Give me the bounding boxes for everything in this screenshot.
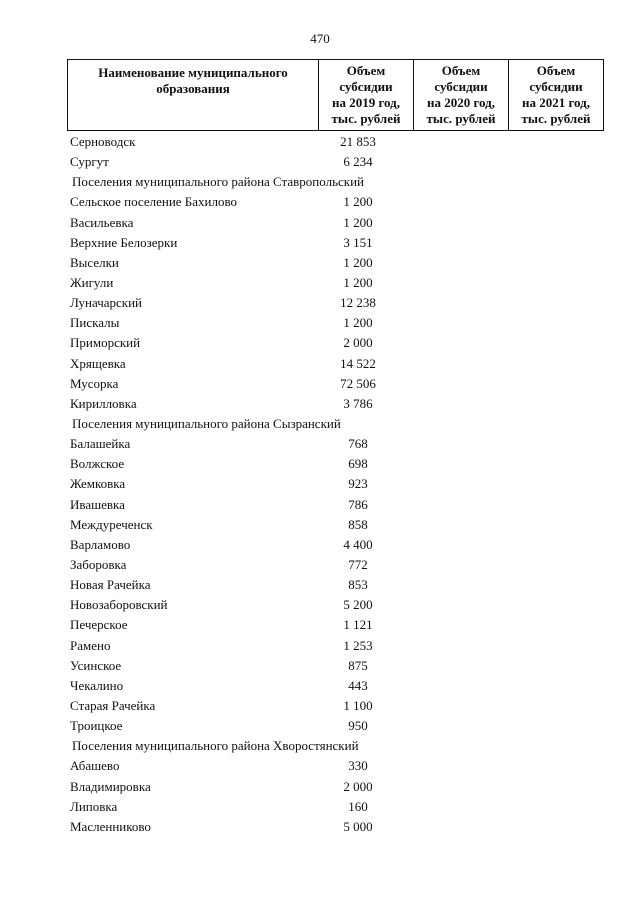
table-row (0, 555, 640, 575)
subsidy-2019-value: 1 200 (343, 274, 373, 290)
municipality-name: Липовка (70, 798, 118, 814)
table-row (0, 615, 640, 635)
table-row (0, 535, 640, 555)
municipality-name: Владимировка (70, 778, 151, 794)
municipality-name: Луначарский (70, 295, 143, 311)
municipality-name: Хрящевка (70, 355, 126, 371)
table-row (0, 152, 640, 172)
group-heading-row (0, 172, 640, 192)
subsidy-2019-value: 5 200 (343, 597, 373, 613)
table-row (0, 817, 640, 837)
group-heading-row (0, 414, 640, 434)
municipality-name: Печерское (70, 617, 128, 633)
group-heading: Поселения муниципального района Сызранский (72, 415, 341, 431)
subsidy-2019-value: 853 (348, 577, 368, 593)
subsidy-2019-value: 14 522 (340, 355, 376, 371)
subsidy-2019-value: 72 506 (340, 375, 376, 391)
table-row (0, 756, 640, 776)
subsidy-2019-value: 768 (348, 436, 368, 452)
table-row (0, 213, 640, 233)
municipality-name: Волжское (70, 456, 125, 472)
table-row (0, 636, 640, 656)
municipality-name: Старая Рачейка (70, 697, 156, 713)
municipality-name: Рамено (70, 637, 111, 653)
municipality-name: Васильевка (70, 214, 134, 230)
table-row (0, 333, 640, 353)
subsidy-2019-value: 1 200 (343, 315, 373, 331)
table-row (0, 797, 640, 817)
header-subsidy-2021: Объем субсидии на 2021 год, тыс. рублей (509, 60, 604, 131)
municipality-name: Жемковка (70, 476, 126, 492)
header-subsidy-2020: Объем субсидии на 2020 год, тыс. рублей (414, 60, 509, 131)
table-row (0, 253, 640, 273)
municipality-name: Балашейка (70, 436, 131, 452)
subsidy-2019-value: 923 (348, 476, 368, 492)
municipality-name: Приморский (70, 335, 141, 351)
subsidy-2019-value: 950 (348, 718, 368, 734)
municipality-name: Усинское (70, 657, 122, 673)
subsidy-2019-value: 2 000 (343, 335, 373, 351)
municipality-name: Варламово (70, 536, 131, 552)
municipality-name: Сельское поселение Бахилово (70, 194, 238, 210)
municipality-name: Междуреченск (70, 516, 153, 532)
table-body (0, 132, 640, 837)
municipality-name: Абашево (70, 758, 120, 774)
table-row (0, 293, 640, 313)
subsidy-2019-value: 3 151 (343, 234, 373, 250)
table-row (0, 374, 640, 394)
subsidy-2019-value: 786 (348, 496, 368, 512)
table-row (0, 233, 640, 253)
subsidy-2019-value: 443 (348, 677, 368, 693)
table-row (0, 454, 640, 474)
group-heading: Поселения муниципального района Хворостянский (72, 738, 359, 754)
table-row (0, 656, 640, 676)
subsidy-2019-value: 2 000 (343, 778, 373, 794)
table-row (0, 354, 640, 374)
municipality-name: Новая Рачейка (70, 577, 151, 593)
table-row (0, 515, 640, 535)
header-subsidy-2019: Объем субсидии на 2019 год, тыс. рублей (319, 60, 414, 131)
table-row (0, 394, 640, 414)
subsidy-2019-value: 4 400 (343, 536, 373, 552)
subsidy-2019-value: 858 (348, 516, 368, 532)
subsidy-2019-value: 875 (348, 657, 368, 673)
subsidy-2019-value: 330 (348, 758, 368, 774)
municipality-name: Жигули (70, 274, 114, 290)
table-row (0, 696, 640, 716)
table-row (0, 495, 640, 515)
subsidy-2019-value: 1 200 (343, 254, 373, 270)
municipality-name: Чекалино (70, 677, 124, 693)
table-header (67, 59, 604, 131)
subsidy-2019-value: 1 200 (343, 194, 373, 210)
table-header-row (68, 60, 604, 131)
subsidy-2019-value: 5 000 (343, 818, 373, 834)
subsidy-2019-value: 1 121 (343, 617, 373, 633)
municipality-name: Кирилловка (70, 395, 137, 411)
table-row (0, 192, 640, 212)
page-number: 470 (310, 31, 330, 46)
subsidy-2019-value: 3 786 (343, 395, 373, 411)
group-heading: Поселения муниципального района Ставропольский (72, 174, 364, 190)
table-row (0, 434, 640, 454)
municipality-name: Сургут (70, 154, 109, 170)
group-heading-row (0, 736, 640, 756)
table-row (0, 474, 640, 494)
municipality-name: Новозаборовский (70, 597, 168, 613)
municipality-name: Троицкое (70, 718, 123, 734)
subsidy-2019-value: 6 234 (343, 154, 373, 170)
municipality-name: Ивашевка (70, 496, 125, 512)
table-row (0, 595, 640, 615)
table-row (0, 273, 640, 293)
subsidy-2019-value: 160 (348, 798, 368, 814)
subsidy-2019-value: 1 200 (343, 214, 373, 230)
subsidy-2019-value: 21 853 (340, 134, 376, 149)
subsidy-2019-value: 12 238 (340, 295, 376, 311)
table-row (0, 777, 640, 797)
table-row (0, 575, 640, 595)
subsidy-2019-value: 772 (348, 556, 368, 572)
table-row (0, 132, 640, 152)
table-row (0, 676, 640, 696)
municipality-name: Верхние Белозерки (70, 234, 178, 250)
municipality-name: Пискалы (70, 315, 120, 331)
municipality-name: Заборовка (70, 556, 127, 572)
municipality-name: Выселки (70, 254, 119, 270)
subsidy-2019-value: 1 100 (343, 697, 373, 713)
municipality-name: Мусорка (70, 375, 119, 391)
municipality-name: Масленниково (70, 818, 151, 834)
municipality-name: Серноводск (70, 134, 136, 149)
table-row (0, 313, 640, 333)
table-row (0, 716, 640, 736)
subsidy-2019-value: 1 253 (343, 637, 373, 653)
subsidy-2019-value: 698 (348, 456, 368, 472)
header-municipality-name: Наименование муниципального образования (68, 60, 319, 131)
